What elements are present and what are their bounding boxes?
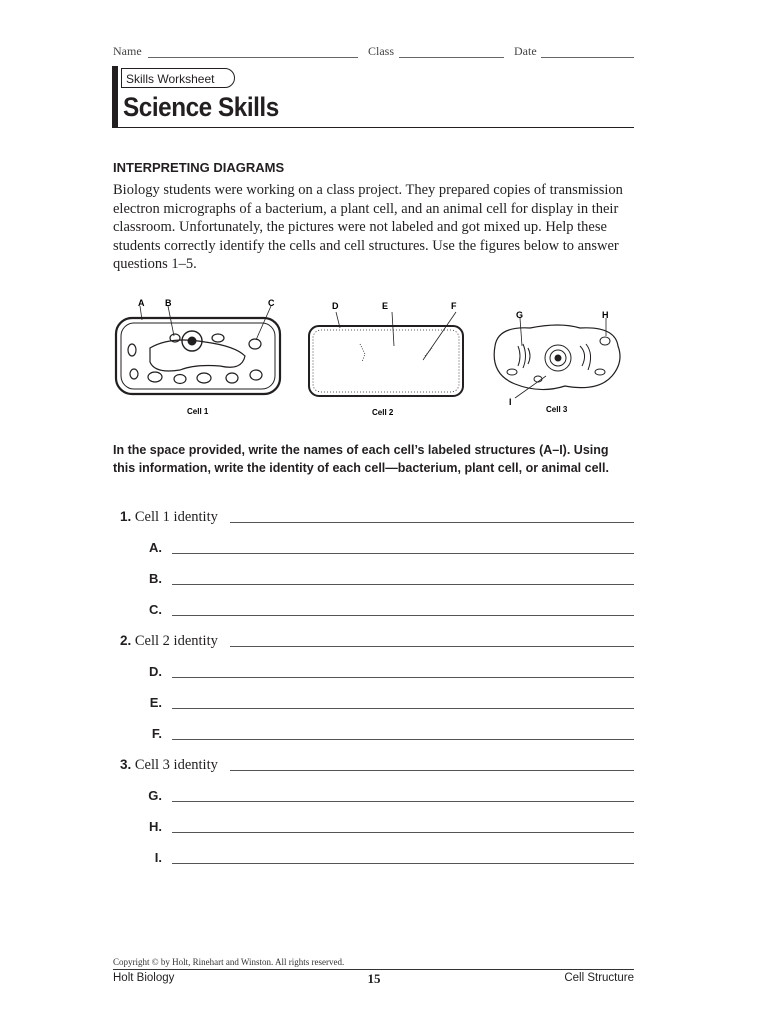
sub-label-c: C. [149,602,162,617]
cell-3-label-g: G [516,310,524,320]
sub-label-f: F. [151,726,162,741]
sub-label-d: D. [149,664,162,679]
class-label: Class [368,44,395,58]
copyright-notice: Copyright © by Holt, Rinehart and Winston. All rights reserved. [113,957,345,967]
answer-line-f[interactable] [172,739,634,740]
title-rule [118,127,634,128]
class-line[interactable] [399,57,504,58]
name-line[interactable] [148,57,358,58]
cell-2-caption: Cell 2 [372,408,394,417]
cell-1-diagram [116,306,280,394]
intro-text: Biology students were working on a class project. They prepared copies of transmission electron micrographs of a bacterium, a plant cell, and an animal cell for display in their classroom. Unfortunately, the pictures were not labeled and got mixed up. Help these students correctly identify the cells and cell structures. Use the figures below to answer questions 1–5. [113,182,623,272]
sub-label-i: I. [154,850,162,865]
date-label: Date [514,44,537,58]
cell-1-label-c: C [268,298,275,308]
cell-1-caption: Cell 1 [187,407,209,416]
cell-diagrams-figure [110,296,630,422]
sub-label-b: B. [149,571,162,586]
answer-line-cell-1-identity[interactable] [230,522,634,523]
name-label: Name [113,44,142,58]
question-1 [120,509,218,526]
answer-line-i[interactable] [172,863,634,864]
answer-line-cell-3-identity[interactable] [230,770,634,771]
question-3-number: 3. [120,757,132,772]
date-line[interactable] [541,57,634,58]
cell-2-label-d: D [332,301,339,311]
cell-2-diagram [309,312,463,396]
worksheet-badge: Skills Worksheet [121,68,235,88]
question-1-text: Cell 1 identity [134,509,218,525]
cell-3-diagram [494,318,620,398]
sub-label-g: G. [148,788,162,803]
cell-2-label-e: E [382,301,389,311]
question-2-number: 2. [120,633,132,648]
cell-3-label-i: I [509,397,512,407]
question-3-text: Cell 3 identity [134,757,218,773]
footer-book-title: Holt Biology [113,972,175,984]
question-1-number: 1. [120,509,132,524]
sub-label-e: E. [149,695,162,710]
answer-line-c[interactable] [172,615,634,616]
sub-label-a: A. [149,540,162,555]
cell-3-label-h: H [602,310,609,320]
title-bar-accent [112,66,118,128]
section-heading: INTERPRETING DIAGRAMS [113,160,285,175]
answer-line-e[interactable] [172,708,634,709]
question-2-text: Cell 2 identity [134,633,218,649]
answer-line-d[interactable] [172,677,634,678]
answer-line-g[interactable] [172,801,634,802]
page-number: 15 [367,971,381,986]
cell-1-label-b: B [165,298,172,308]
instructions-text: In the space provided, write the names of each cell’s labeled structures (A–I). Using this information, write the identity of each cell—bacterium, plant cell, or animal cell. [113,443,609,475]
answer-line-cell-2-identity[interactable] [230,646,634,647]
answer-line-a[interactable] [172,553,634,554]
sub-label-h: H. [149,819,162,834]
answer-line-h[interactable] [172,832,634,833]
answer-line-b[interactable] [172,584,634,585]
page-title: Science Skills [123,92,279,122]
footer-chapter-title: Cell Structure [564,972,634,984]
cell-3-caption: Cell 3 [546,405,568,414]
footer-rule [113,969,634,970]
cell-2-label-f: F [451,301,457,311]
question-2 [120,633,218,650]
question-3 [120,757,218,774]
cell-1-label-a: A [138,298,145,308]
